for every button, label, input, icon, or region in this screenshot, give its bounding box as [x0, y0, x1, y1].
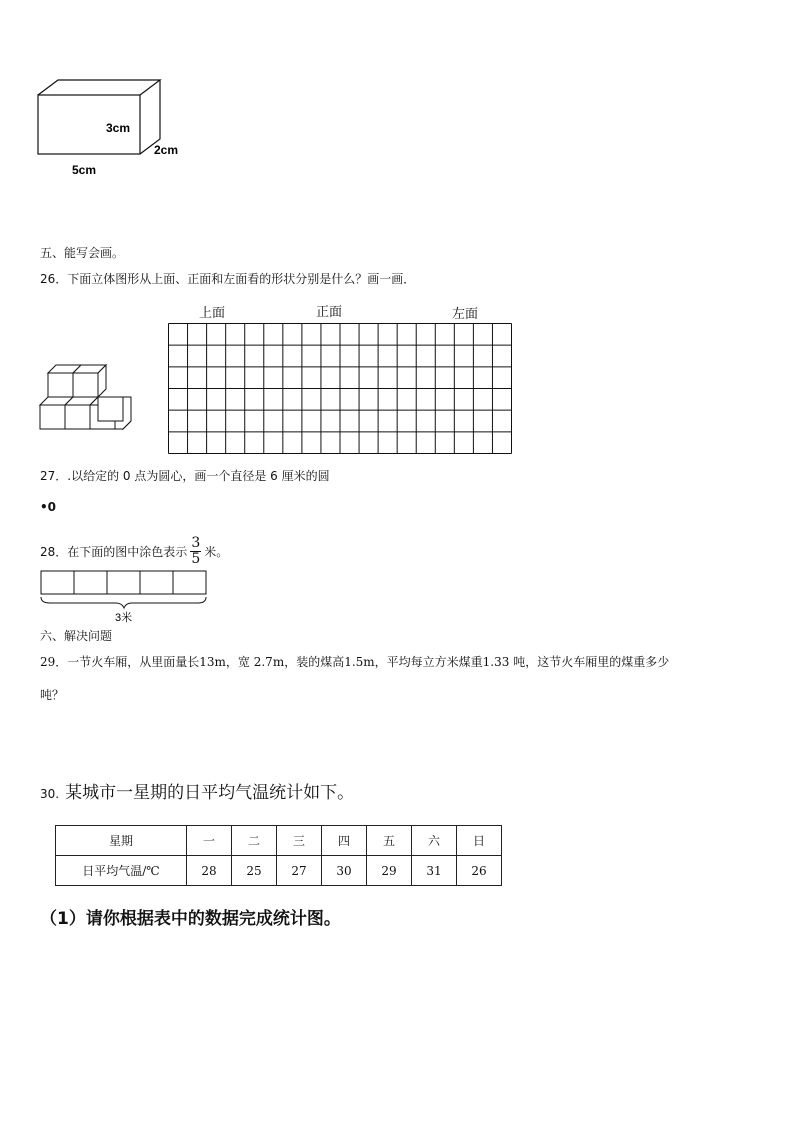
question-30-number: 30. [40, 787, 60, 801]
fraction-denominator: 5 [191, 551, 201, 567]
table-row-label: 日平均气温/℃ [56, 856, 187, 886]
table-day: 二 [232, 826, 277, 856]
table-row [56, 826, 502, 856]
section-five-title: 五、能写会画。 [40, 246, 125, 260]
table-value: 29 [367, 856, 412, 886]
five-part-bar[interactable] [38, 569, 210, 627]
question-28 [40, 536, 228, 567]
table-day: 一 [187, 826, 232, 856]
label-top-view: 上面 [199, 306, 226, 321]
bar-cell[interactable] [140, 571, 173, 594]
temperature-table [55, 825, 502, 886]
center-point-o: •0 [40, 500, 57, 514]
table-value: 31 [412, 856, 457, 886]
section-six-title: 六、解决问题 [40, 629, 113, 643]
label-front-view: 正面 [316, 305, 343, 320]
question-28-text: 28．在下面的图中涂色表示 [40, 544, 188, 559]
table-header-label: 星期 [56, 826, 187, 856]
depth-label: 2cm [154, 143, 179, 157]
bar-cell[interactable] [41, 571, 74, 594]
bar-cell[interactable] [107, 571, 140, 594]
question-30-sub1: （1）请你根据表中的数据完成统计图。 [40, 909, 341, 929]
question-29-line2: 吨？ [40, 688, 65, 702]
label-left-view: 左面 [452, 307, 479, 322]
table-value: 26 [457, 856, 502, 886]
question-26: 26．下面立体图形从上面、正面和左面看的形状分别是什么？画一画． [40, 272, 416, 286]
bar-cell[interactable] [74, 571, 107, 594]
table-day: 三 [277, 826, 322, 856]
brace-label: 3米 [115, 612, 133, 624]
table-value: 28 [187, 856, 232, 886]
stacked-cubes-figure [36, 358, 136, 433]
table-value: 27 [277, 856, 322, 886]
question-30-text: 某城市一星期的日平均气温统计如下。 [65, 783, 355, 803]
fraction-three-fifths [190, 536, 201, 567]
table-day: 五 [367, 826, 412, 856]
table-day: 四 [322, 826, 367, 856]
brace [41, 597, 206, 608]
bar-cell[interactable] [173, 571, 206, 594]
table-day: 日 [457, 826, 502, 856]
length-label: 5cm [72, 163, 97, 177]
cuboid-figure [30, 75, 200, 185]
height-label: 3cm [106, 121, 131, 135]
question-29-line1: 29．一节火车厢，从里面量长13m，宽 2.7m，装的煤高1.5m，平均每立方米煤重1.33 吨，这节火车厢里的煤重多少 [40, 655, 670, 669]
drawing-grid[interactable] [168, 323, 512, 454]
table-day: 六 [412, 826, 457, 856]
table-value: 30 [322, 856, 367, 886]
question-28-unit: 米。 [204, 544, 229, 559]
table-row [56, 856, 502, 886]
fraction-numerator: 3 [191, 535, 201, 551]
question-30 [40, 782, 354, 804]
table-value: 25 [232, 856, 277, 886]
question-27: 27．.以给定的 0 点为圆心，画一个直径是 6 厘米的圆 [40, 469, 330, 483]
